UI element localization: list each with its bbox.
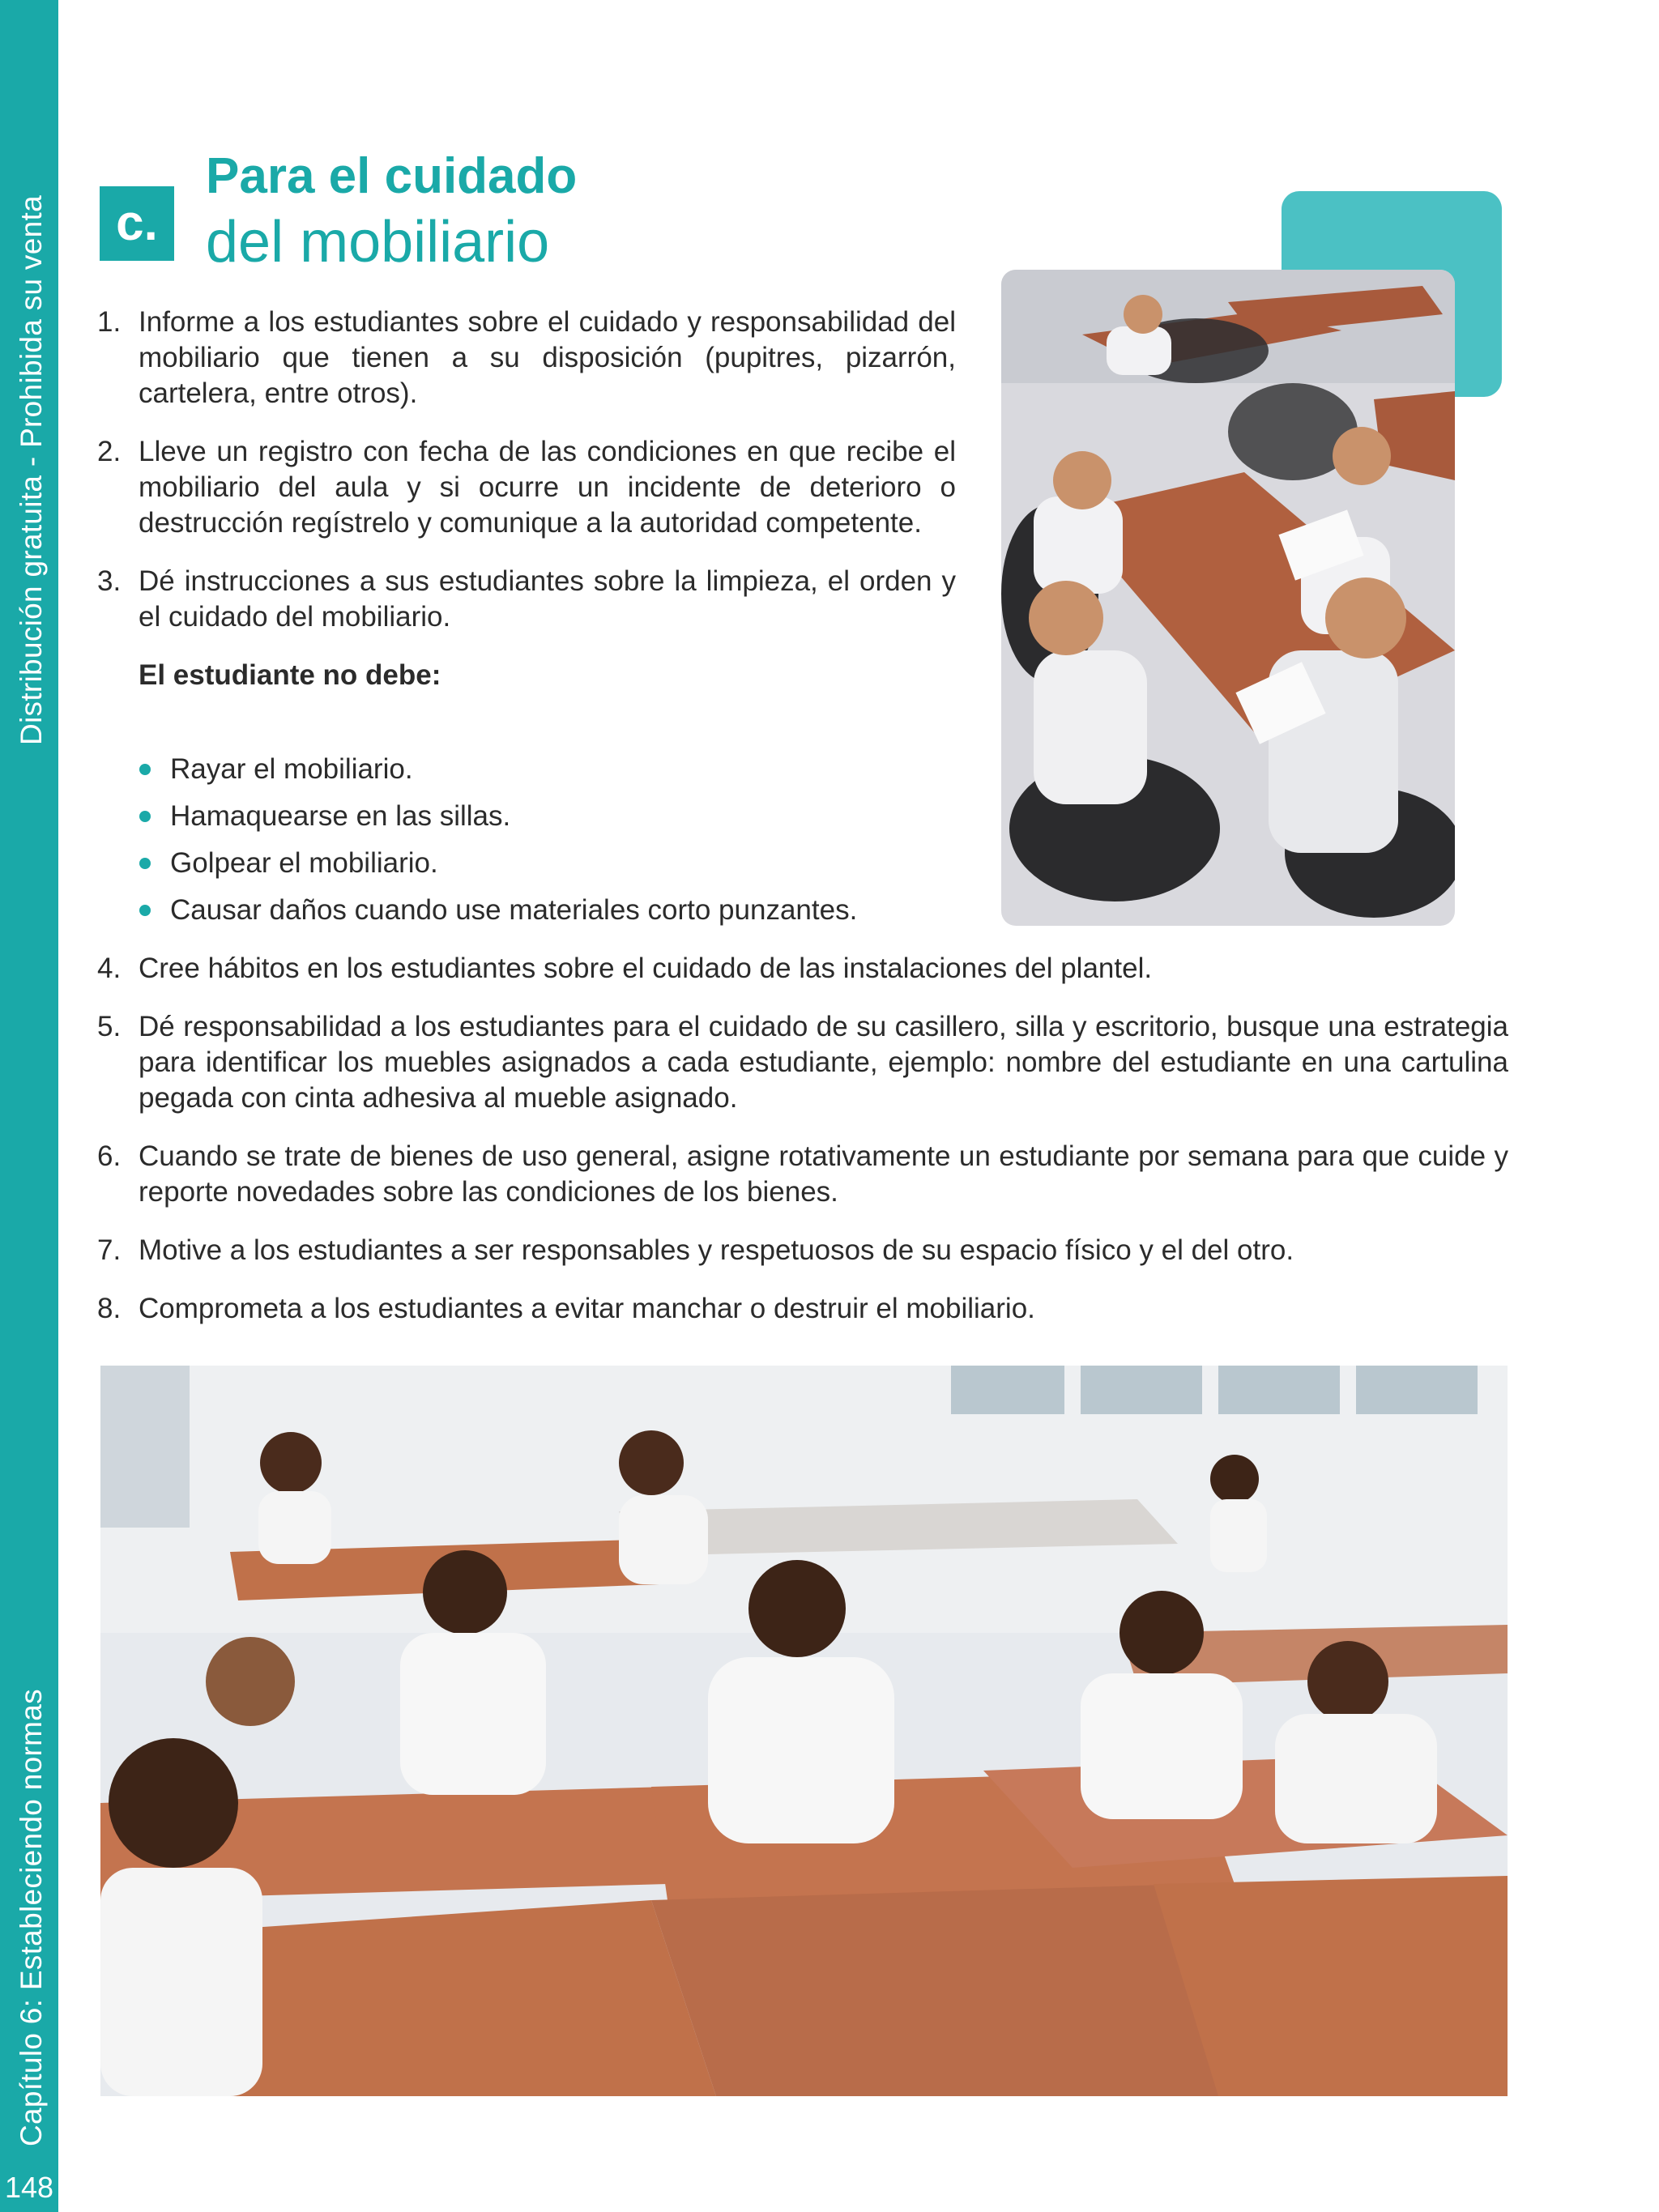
text-block-top [97, 305, 956, 940]
bullet-dot-icon [139, 905, 151, 916]
list-item: 4. Cree hábitos en los estudiantes sobre el cuidado de las instalaciones del plantel. [97, 953, 1153, 984]
classroom-photo-students [100, 1366, 1508, 2096]
chapter-label: Capítulo 6: Estableciendo normas [15, 1689, 48, 2146]
section-title-bold: Para el cuidado [206, 148, 578, 204]
bullet-dot-icon [139, 858, 151, 869]
list-item: 3. Dé instrucciones a sus estudiantes sobre la limpieza, el orden y el cuidado del mobiliario. [97, 565, 956, 633]
list-item: 1. Informe a los estudiantes sobre el cuidado y responsabilidad del mobiliario que tienen a su disposición (pupitres, pizarrón, cartelera, entre otros). [97, 306, 956, 409]
list-item: 6. Cuando se trate de bienes de uso general, asigne rotativamente un estudiante por semana para que cuide y reporte novedades sobre las condiciones de los bienes. [97, 1140, 1508, 1208]
section-badge: c. [100, 186, 174, 261]
section-title-light: del mobiliario [206, 210, 550, 275]
classroom-photo-reading [1001, 270, 1455, 926]
distribution-notice: Distribución gratuita - Prohibida su venta [15, 195, 48, 745]
bullet-item: Hamaquearse en las sillas. [97, 799, 956, 834]
list-item: 8. Comprometa a los estudiantes a evitar manchar o destruir el mobiliario. [97, 1293, 1035, 1324]
sidebar [0, 0, 58, 2212]
list-item: 5. Dé responsabilidad a los estudiantes para el cuidado de su casillero, silla y escritorio, busque una estrategia para identificar los muebles asignados a cada estudiante, ejemplo: nombre del estudiante en una cartulina pegada con cinta adhesiva al mueble asignado. [97, 1011, 1508, 1114]
list-item: 7. Motive a los estudiantes a ser responsables y respetuosos de su espacio físico y el del otro. [97, 1234, 1294, 1266]
page-number: 148 [4, 2171, 54, 2204]
subheading: El estudiante no debe: [139, 659, 441, 691]
bullet-item: Causar daños cuando use materiales corto punzantes. [97, 893, 956, 928]
bullet-dot-icon [139, 764, 151, 775]
bullet-item: Rayar el mobiliario. [97, 752, 956, 787]
list-item: 2. Lleve un registro con fecha de las condiciones en que recibe el mobiliario del aula y si ocurre un incidente de deterioro o destrucción regístrelo y comunique a la autoridad competente. [97, 436, 956, 539]
bullet-item: Golpear el mobiliario. [97, 846, 956, 881]
text-block-bottom [97, 951, 1508, 1349]
bullet-dot-icon [139, 811, 151, 822]
